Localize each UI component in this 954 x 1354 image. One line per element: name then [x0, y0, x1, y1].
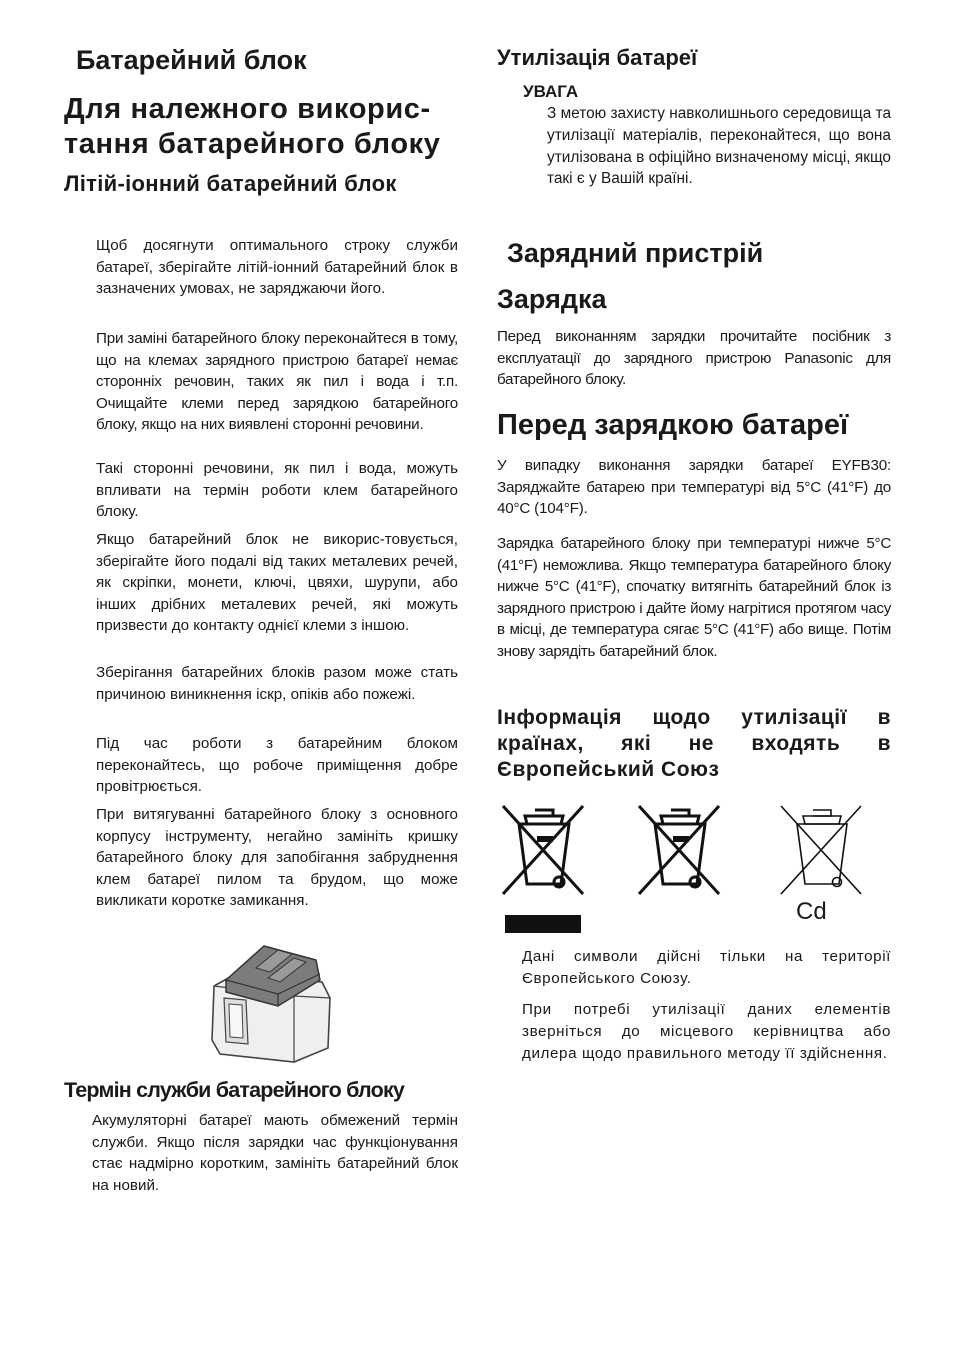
cd-label: Cd	[796, 898, 827, 925]
paragraph-metal-objects: Якщо батарейний блок не викорис-товується, зберігайте його подалі від таких металевих речей, як скріпки, монети, ключі, цвяхи, шурупи, або інших дрібних металевих речей, які можуть призвести до контакту однієї клеми з іншою.	[96, 531, 458, 635]
warning-text: З метою захисту навколишнього середовища та утилізації матеріалів, переконайтеся, що вона утилізована в офіційно визначеному місці, якщо такі є у Вашій країні.	[547, 105, 892, 188]
paragraph-battery-life: Акумуляторні батареї мають обмежений термін служби. Якщо після зарядки час функціонування стає надмірно коротким, замініть батарейний блок на новий.	[92, 1112, 458, 1194]
heading-non-eu-disposal: Інформація щодо утилізації в країнах, які не входять в Європейський Союз	[497, 706, 891, 781]
crossed-bin-icon	[633, 802, 727, 902]
battery-pack-illustration	[208, 940, 334, 1071]
crossed-bin-with-bar-icon	[497, 802, 591, 936]
battery-pack-icon	[208, 940, 334, 1066]
paragraph-low-temperature: Зарядка батарейного блоку при температурі нижче 5°C (41°F) неможлива. Якщо температура батарейного блоку нижче 5°C (41°F), спочатку витягніть батарейний блок із зарядного пристрою і дайте йому нагрітися протягом часу в місці, де температура сягає 5°C (41°F) або вище. Потім знову зарядіть батарейний блок.	[497, 535, 891, 660]
section-title-battery-pack: Батарейний блок	[76, 45, 307, 75]
warning-label: УВАГА	[523, 82, 579, 101]
heading-battery-disposal: Утилізація батареї	[497, 45, 698, 70]
charging-text: Перед виконанням зарядки прочитайте посібник з експлуатації до зарядного пристрою Panasonic для батарейного блоку.	[497, 328, 891, 389]
heading-charging: Зарядка	[497, 284, 607, 314]
heading-before-charging: Перед зарядкою батареї	[497, 409, 849, 441]
paragraph-storage: Щоб досягнути оптимального строку служби батареї, зберігайте літій-іонний батарейний блок в зазначених умовах, не заряджаючи його.	[96, 237, 458, 298]
paragraph-charge-temperature: У випадку виконання зарядки батареї EYFB30: Заряджайте батарею при температурі від 5°C (41°F) до 40°C (104°F).	[497, 457, 891, 518]
heading-li-ion: Літій-іонний батарейний блок	[64, 171, 397, 196]
paragraph-eu-only: Дані символи дійсні тільки на території Європейського Союзу.	[522, 948, 891, 987]
heading-battery-life: Термін служби батарейного блоку	[64, 1078, 405, 1102]
paragraph-terminals: При заміні батарейного блоку переконайтеся в тому, що на клемах зарядного пристрою батареї немає сторонніх речовин, таких як пил і вода і т.п. Очищайте клеми перед зарядкою батарейного блоку, якщо на них виявлені сторонні речовини.	[96, 330, 458, 434]
paragraph-sparks: Зберігання батарейних блоків разом може стать причиною виникнення іскр, опіків або пожежі.	[96, 664, 458, 703]
paragraph-cover: При витягуванні батарейного блоку з основного корпусу інструменту, негайно замініть кришку батарейного блоку для запобігання забруднення клем батареї пилом та брудом, що може викликати коротке замикання.	[96, 806, 458, 910]
paragraph-foreign-matter: Такі сторонні речовини, як пил і вода, можуть впливати на термін роботи клем батарейного блоку.	[96, 460, 458, 521]
paragraph-ventilation: Під час роботи з батарейним блоком переконайтесь, що робоче приміщення добре провітрюється.	[96, 735, 458, 796]
paragraph-contact-authorities: При потребі утилізації даних елементів зверніться до місцевого керівництва або дилера щодо правильного методу її здійснення.	[522, 1001, 891, 1062]
heading-proper-use: Для належного викорис-тання батарейного блоку	[64, 93, 441, 160]
section-title-charger: Зарядний пристрій	[507, 238, 764, 268]
crossed-bin-cd-icon	[775, 802, 869, 902]
